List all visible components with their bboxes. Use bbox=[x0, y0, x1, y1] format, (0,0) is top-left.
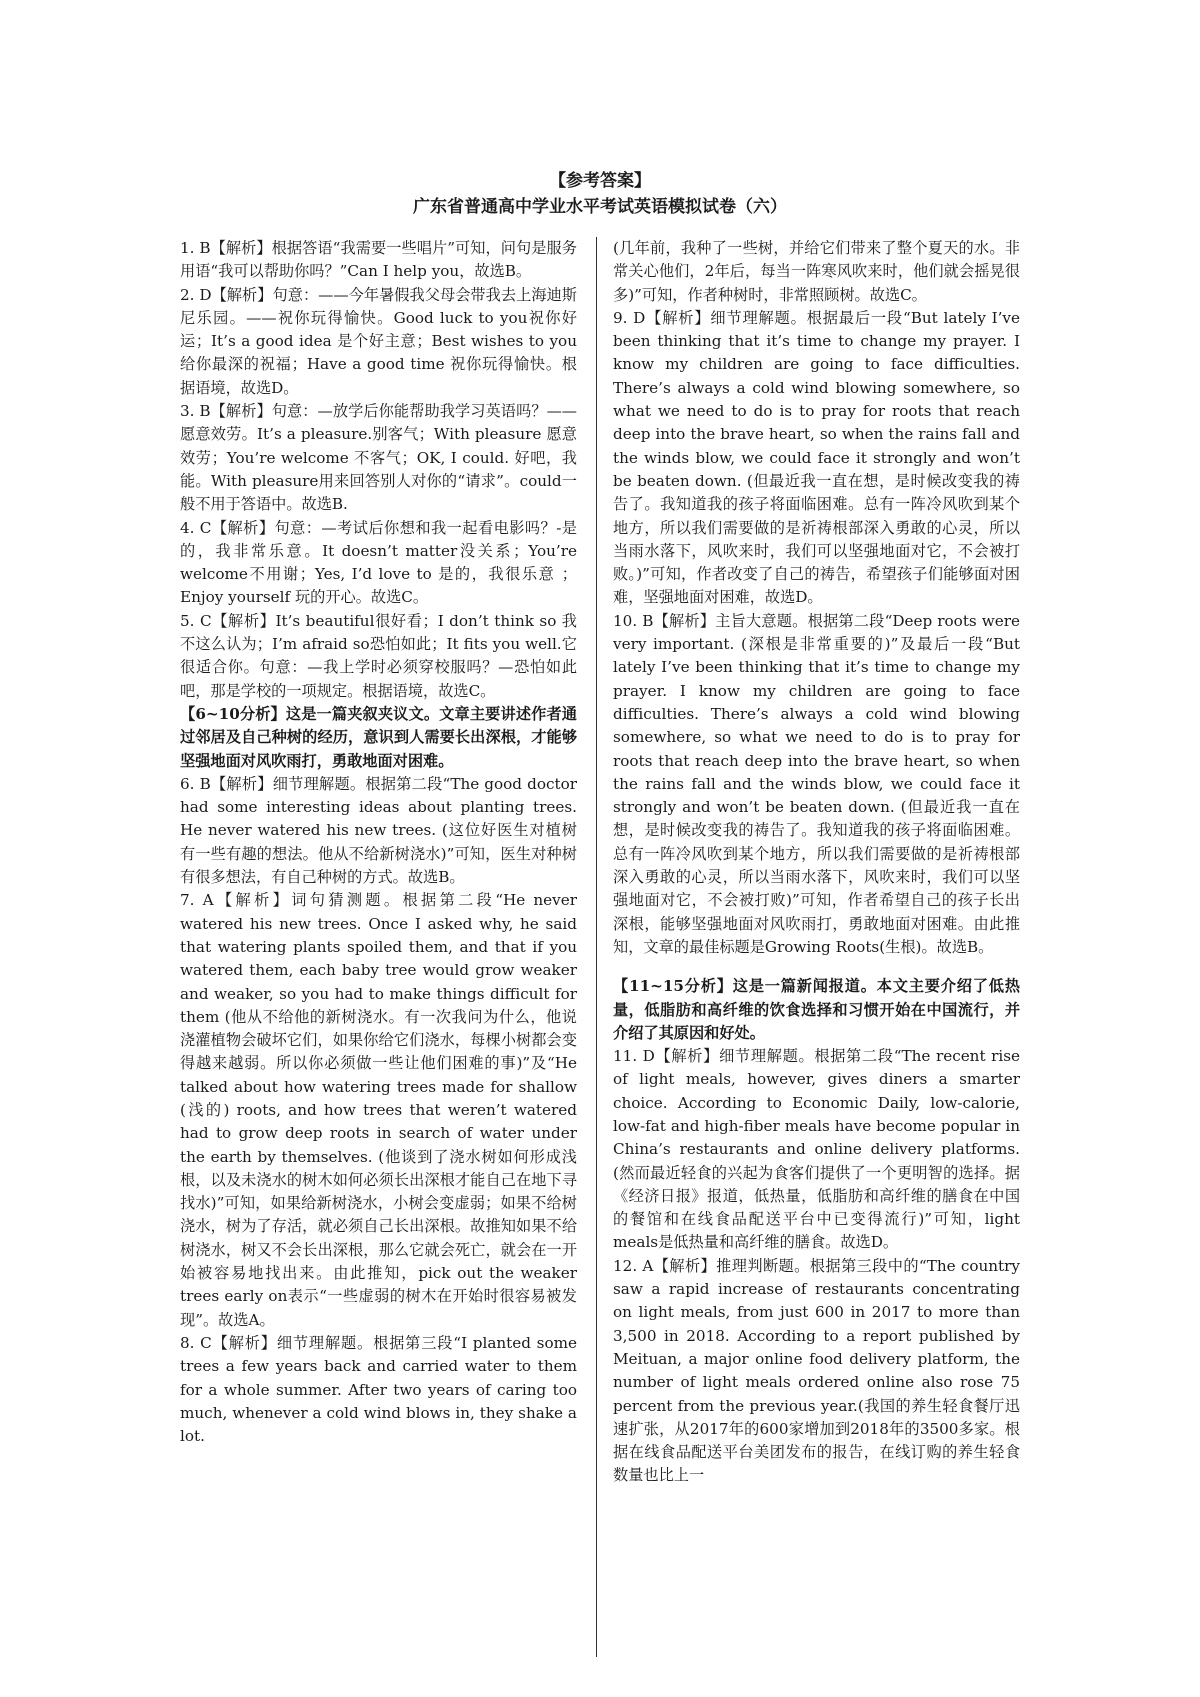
answer-6: 6. B【解析】细节理解题。根据第二段“The good doctor had some interesting ideas about planting trees. He never watered his new trees. (这位好医生对植树有一些有趣的想法。他从不给新树浇水)”可知，医生对种树有很多想法，有自己种树的方式。故选B。 bbox=[180, 774, 577, 887]
answer-11: 11. D【解析】细节理解题。根据第二段“The recent rise of light meals, however, gives diners a smarter choice. According to Economic Daily, low-calorie, low-fat and high-fiber meals have become popular in China’s restaurants and online delivery platforms.(然而最近轻食的兴起为食客们提供了一个更明智的选择。据《经济日报》报道，低热量，低脂肪和高纤维的膳食在中国的餐馆和在线食品配送平台中已变得流行)”可知，light meals是低热量和高纤维的膳食。故选D。 bbox=[613, 1047, 1020, 1252]
answer-3: 3. B【解析】句意：—放学后你能帮助我学习英语吗？——愿意效劳。It’s a pleasure.别客气；With pleasure 愿意效劳；You’re welcome 不客气；OK, I could. 好吧，我能。With pleasure用来回答别人对你的“请求”。could一般不用于答语中。故选B. bbox=[180, 402, 577, 514]
answer-8-continued: (几年前，我种了一些树，并给它们带来了整个夏天的水。非常关心他们，2年后，每当一阵寒风吹来时，他们就会摇晃很多)”可知，作者种树时，非常照顾树。故选C。 bbox=[613, 239, 1020, 304]
exam-title: 广东省普通高中学业水平考试英语模拟试卷（六） bbox=[413, 197, 787, 217]
column-divider bbox=[596, 237, 597, 1657]
answer-10: 10. B【解析】主旨大意题。根据第二段“Deep roots were very important. (深根是非常重要的)”及最后一段“But lately I’ve been thinking that it’s time to change my prayer. I know my children are going to face difficulties. There’s always a cold wind blowing somewhere, so what we need to do is to pray for roots that reach deep into the brave heart, so when the rains fall and the winds blow, we could face it strongly and won’t be beaten down. (但最近我一直在想，是时候改变我的祷告了。我知道我的孩子将面临困难。总有一阵冷风吹到某个地方，所以我们需要做的是祈祷根部深入勇敢的心灵，所以当雨水落下，风吹来时，我们可以坚强地面对它，不会被打败)”可知，作者希望自己的孩子长出深根，能够坚强地面对风吹雨打，勇敢地面对困难。由此推知，文章的最佳标题是Growing Roots(生根)。故选B。 bbox=[613, 611, 1020, 956]
answer-1: 1. B【解析】根据答语“我需要一些唱片”可知，问句是服务用语“我可以帮助你吗？”Can I help you，故选B。 bbox=[180, 239, 577, 281]
answer-9: 9. D【解析】细节理解题。根据最后一段“But lately I’ve been thinking that it’s time to change my prayer. I know my children are going to face difficulties. There’s always a cold wind blowing somewhere, so what we need to do is to pray for roots that reach deep into the brave heart, so when the rains fall and the winds blow, we could face it strongly and won’t be beaten down. (但最近我一直在想，是时候改变我的祷告了。我知道我的孩子将面临困难。总有一阵冷风吹到某个地方，所以我们需要做的是祈祷根部深入勇敢的心灵，所以当雨水落下，风吹来时，我们可以坚强地面对它，不会被打败。)”可知，作者改变了自己的祷告，希望孩子们能够面对困难，坚强地面对困难，故选D。 bbox=[613, 308, 1020, 607]
analysis-6-10: 【6~10分析】这是一篇夹叙夹议文。文章主要讲述作者通过邻居及自己种树的经历，意识到人需要长出深根，才能够坚强地面对风吹雨打，勇敢地面对困难。 bbox=[180, 704, 577, 770]
answer-5: 5. C【解析】It’s beautiful很好看；I don’t think so 我不这么认为；I’m afraid so恐怕如此；It fits you well.它很适合你。句意：—我上学时必须穿校服吗？—恐怕如此吧，那是学校的一项规定。根据语境，故选C。 bbox=[180, 611, 577, 700]
answer-key-heading: 【参考答案】 bbox=[549, 171, 651, 191]
answer-8: 8. C【解析】细节理解题。根据第三段“I planted some trees a few years back and carried water to them for a whole summer. After two years of caring too much, whenever a cold wind blows in, they shake a lot. bbox=[180, 1333, 577, 1446]
answer-4: 4. C【解析】句意：—考试后你想和我一起看电影吗？-是的，我非常乐意。It doesn’t matter没关系；You’re welcome不用谢；Yes, I’d love to 是的，我很乐意 ； Enjoy yourself 玩的开心。故选C。 bbox=[180, 518, 577, 607]
analysis-11-15: 【11~15分析】这是一篇新闻报道。本文主要介绍了低热量，低脂肪和高纤维的饮食选择和习惯开始在中国流行，并介绍了其原因和好处。 bbox=[613, 977, 1020, 1042]
left-column bbox=[180, 237, 577, 1667]
answer-7: 7. A【解析】词句猜测题。根据第二段“He never watered his new trees. Once I asked why, he said that watering plants spoiled them, and that if you watered them, each baby tree would grow weaker and weaker, so you had to make things difficult for them (他从不给他的新树浇水。有一次我问为什么，他说浇灌植物会破坏它们，如果你给它们浇水，每棵小树都会变得越来越弱。所以你必须做一些让他们困难的事)”及“He talked about how watering trees made for shallow (浅的) roots, and how trees that weren’t watered had to grow deep roots in search of water under the earth by themselves. (他谈到了浇水树如何形成浅根，以及未浇水的树木如何必须长出深根才能自己在地下寻找水)”可知，如果给新树浇水，小树会变虚弱；如果不给树浇水，树为了存活，就必须自己长出深根。故推知如果不给树浇水，树又不会长出深根，那么它就会死亡，就会在一开始被容易地找出来。由此推知，pick out the weaker trees early on表示“一些虚弱的树木在开始时很容易被发现”。故选A。 bbox=[180, 891, 577, 1329]
right-column bbox=[613, 237, 1020, 1667]
answer-2: 2. D【解析】句意：——今年暑假我父母会带我去上海迪斯尼乐园。——祝你玩得愉快。Good luck to you祝你好运；It’s a good idea 是个好主意；Best wishes to you 给你最深的祝福；Have a good time 祝你玩得愉快。根据语境，故选D。 bbox=[180, 285, 577, 397]
answer-12: 12. A【解析】推理判断题。根据第三段中的“The country saw a rapid increase of restaurants concentrating on light meals, from just 600 in 2017 to more than 3,500 in 2018. According to a report published by Meituan, a major online food delivery platform, the number of light meals ordered online also rose 75 percent from the previous year.(我国的养生轻食餐厅迅速扩张，从2017年的600家增加到2018年的3500多家。根据在线食品配送平台美团发布的报告，在线订购的养生轻食数量也比上一 bbox=[613, 1256, 1020, 1485]
